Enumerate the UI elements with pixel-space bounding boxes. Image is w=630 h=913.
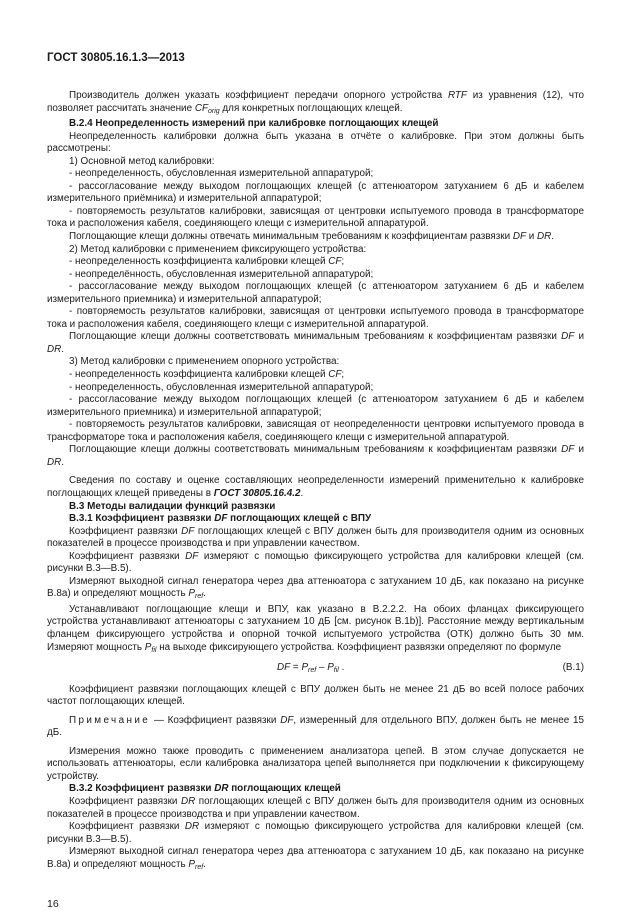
- emphasis-text: P: [188, 588, 195, 600]
- text-run: - неопределенность, обусловленная измерительной аппаратурой;: [69, 381, 374, 393]
- section-heading: [47, 783, 584, 796]
- text-run: - неопределённость, обусловленная измерительной аппаратурой;: [69, 268, 374, 280]
- text-run: Поглощающие клещи должны соответствовать минимальным требованиям к коэффициентам развязки: [69, 331, 562, 343]
- text-run: Измеряют выходной сигнал генератора через два аттенюатора с затуханием 10 дБ, как показано на рисунке B.8a) и определяют мощность: [47, 846, 584, 870]
- text-run: для конкретных поглощающих клещей.: [219, 102, 403, 114]
- text-run: поглощающих клещей с ВПУ должен быть для производителя одним из основных показателей в процессе производства и при управлении качеством.: [47, 525, 584, 550]
- text-run: B.2.4 Неопределенность измерений при калибровке поглощающих клещей: [69, 118, 439, 130]
- paragraph: [47, 281, 584, 306]
- emphasis-text: CF: [194, 102, 208, 114]
- text-run: и: [574, 444, 584, 456]
- paragraph: [47, 269, 584, 282]
- text-run: .: [61, 343, 65, 355]
- text-run: - рассогласование между выходом поглощающих клещей (с аттенюатором затуханием 6 дБ и кабелем измерительного приемника) и измерительной аппаратурой;: [47, 281, 584, 305]
- paragraph: [47, 746, 584, 784]
- paragraph: [47, 131, 584, 156]
- emphasis-text: DF: [214, 513, 228, 525]
- text-run: ;: [341, 369, 345, 381]
- text-run: ;: [341, 256, 345, 268]
- text-run: .: [551, 231, 555, 243]
- emphasis-text: CF: [328, 369, 342, 381]
- paragraph: [47, 256, 584, 269]
- text-run: - повторяемость результатов калибровки, зависящая от неопределенности центровки испытуемого провода в трансформаторе тока и расположения кабеля, соединяющего клещи с измерительной аппаратурой.: [47, 419, 584, 443]
- subscript: ref: [195, 593, 204, 601]
- paragraph: [47, 369, 584, 382]
- page-number: 16: [47, 898, 59, 910]
- text-run: Поглощающие клещи должны соответствовать минимальным требованиям к коэффициентам развязки: [69, 444, 562, 456]
- text-run: .: [300, 487, 304, 499]
- text-run: - рассогласование между выходом поглощающих клещей (с аттенюатором затуханием 6 дБ и кабелем измерительного приемника) и измерительной аппаратурой;: [47, 394, 584, 418]
- subscript: fil: [151, 646, 157, 654]
- paragraph: [47, 526, 584, 551]
- note-paragraph: [47, 715, 584, 740]
- text-run: Сведения по составу и оценке составляющих неопределенности измерений применительно к калибровке поглощающих клещей приведены в: [47, 475, 584, 499]
- text-run: Поглощающие клещи должны отвечать минимальным требованиям к коэффициентам развязки: [69, 231, 513, 243]
- text-run: на выходе фиксирующего устройства. Коэффициент развязки определяют по формуле: [156, 641, 562, 653]
- text-run: 1) Основной метод калибровки:: [69, 155, 215, 167]
- document-body: [47, 90, 584, 874]
- text-run: Неопределенность калибровки должна быть указана в отчёте о калибровке. При этом должны быть рассмотрены:: [47, 130, 584, 155]
- subscript: ref: [308, 667, 317, 675]
- paragraph: [47, 684, 584, 709]
- section-heading: [47, 501, 584, 514]
- paragraph: [47, 156, 584, 169]
- emphasis-text: DF: [561, 331, 575, 343]
- emphasis-text: DF: [185, 550, 199, 562]
- text-run: - рассогласование между выходом поглощающих клещей (с аттенюатором затуханием 6 дБ и кабелем измерительного приёмника) и измерительной аппаратурой;: [47, 180, 584, 205]
- text-run: — Коэффициент развязки: [150, 714, 281, 726]
- emphasis-text: DF: [280, 714, 294, 726]
- text-run: и: [526, 231, 538, 243]
- text-run: 2) Метод калибровки с применением фиксирующего устройства:: [69, 243, 367, 255]
- paragraph: [47, 356, 584, 369]
- paragraph: [47, 331, 584, 356]
- text-run: Устанавливают поглощающие клещи и ВПУ, как указано в B.2.2.2. На обоих фланцах фиксирующего устройства устанавливают аттенюаторы с затуханием 10 дБ [см. рисунок B.1b)]. Расстояние между вертикальным фланцем фиксирующего устройства и опорной точкой испытуемого устройства (ОТК) должно быть 30 мм. Измеряют мощность: [47, 603, 584, 653]
- formula-number: (B.1): [562, 662, 584, 674]
- paragraph: [47, 382, 584, 395]
- formula: [47, 662, 584, 678]
- paragraph: [47, 181, 584, 206]
- subscript: fil: [333, 667, 339, 675]
- paragraph: [47, 475, 584, 500]
- text-run: –: [316, 662, 328, 674]
- text-run: B.3.2 Коэффициент развязки: [69, 783, 215, 795]
- emphasis-text: P: [188, 858, 195, 870]
- text-run: Коэффициент развязки: [69, 525, 182, 537]
- text-run: B.3 Методы валидации функций развязки: [69, 500, 276, 512]
- text-run: .: [61, 456, 65, 468]
- text-run: Коэффициент развязки поглощающих клещей с ВПУ должен быть не менее 21 дБ во всей полосе рабочих частот поглощающих клещей.: [47, 683, 584, 708]
- emphasis-text: DF: [512, 231, 527, 243]
- text-run: поглощающих клещей с ВПУ: [227, 513, 372, 525]
- text-run: =: [290, 662, 302, 674]
- text-run: поглощающих клещей: [228, 783, 341, 795]
- subscript: orig: [207, 107, 220, 115]
- text-run: , измеренный для отдельного ВПУ, должен быть не менее 15 дБ.: [47, 714, 584, 739]
- paragraph: [47, 206, 584, 231]
- text-run: .: [203, 588, 206, 600]
- paragraph: [47, 444, 584, 469]
- text-run: поглощающих клещей с ВПУ должен быть для производителя одним из основных показателей в процессе производства и при управлении качеством.: [47, 795, 584, 820]
- text-run: Коэффициент развязки: [69, 550, 186, 562]
- paragraph: [47, 846, 584, 874]
- paragraph: [47, 796, 584, 821]
- emphasis-text: P: [327, 662, 334, 674]
- emphasis-text: DR: [537, 231, 552, 243]
- text-run: - повторяемость результатов калибровки, зависящая от центровки испытуемого провода в трансформаторе тока и расположения кабеля, соединяющего клещи с измерительной аппаратурой.: [47, 205, 584, 230]
- emphasis-text: P: [301, 662, 309, 674]
- text-run: B.3.1 Коэффициент развязки: [69, 513, 215, 525]
- document-header: ГОСТ 30805.16.1.3—2013: [47, 52, 185, 64]
- emphasis-text: DR: [47, 343, 62, 355]
- emphasis-text: DR: [214, 783, 229, 795]
- paragraph: [47, 604, 584, 657]
- text-run: Измерения можно также проводить с применением анализатора цепей. В этом случае допускается не использовать аттенюаторы, если калибровка анализатора цепей выполняется при подключении к фиксирующему устройству.: [47, 745, 584, 782]
- emphasis-text: ГОСТ 30805.16.4.2: [213, 487, 301, 499]
- paragraph: [47, 419, 584, 444]
- text-run: из уравнения (12), что позволяет рассчитать значение: [47, 90, 584, 114]
- paragraph: [47, 306, 584, 331]
- text-run: и: [574, 331, 584, 343]
- emphasis-text: DR: [47, 456, 62, 468]
- section-heading: [47, 513, 584, 526]
- text-run: Производитель должен указать коэффициент передачи опорного устройства: [69, 90, 448, 101]
- text-run: .: [338, 662, 345, 674]
- emphasis-text: DF: [277, 662, 291, 674]
- text-run: Коэффициент развязки: [69, 821, 185, 833]
- text-run: - неопределенность коэффициента калибровки клещей: [69, 369, 329, 381]
- paragraph: [47, 394, 584, 419]
- paragraph: [47, 90, 584, 118]
- text-run: 3) Метод калибровки с применением опорного устройства:: [69, 356, 340, 368]
- emphasis-text: DF: [181, 525, 195, 537]
- section-heading: [47, 118, 584, 131]
- paragraph: [47, 551, 584, 576]
- emphasis-text: DR: [184, 821, 200, 833]
- text-run: Измеряют выходной сигнал генератора через два аттенюатора с затуханием 10 дБ, как показано на рисунке B.8a) и определяют мощность: [47, 575, 584, 600]
- emphasis-text: Примечание: [69, 714, 151, 726]
- text-run: Коэффициент развязки: [69, 795, 181, 807]
- paragraph: [47, 168, 584, 181]
- emphasis-text: DF: [561, 444, 575, 456]
- paragraph: [47, 231, 584, 244]
- paragraph: [47, 821, 584, 846]
- subscript: ref: [195, 863, 204, 871]
- emphasis-text: CF: [328, 256, 342, 268]
- text-run: измеряют с помощью фиксирующего устройства для калибровки клещей (см. рисунки B.3—B.5).: [47, 550, 584, 575]
- paragraph: [47, 244, 584, 257]
- text-run: - повторяемость результатов калибровки, зависящая от центровки испытуемого провода в трансформаторе тока и расположения кабеля, соединяющего клещи с измерительной аппаратурой.: [47, 306, 584, 330]
- emphasis-text: P: [144, 641, 152, 653]
- text-run: - неопределенность, обусловленная измерительной аппаратурой;: [69, 168, 374, 180]
- text-run: измеряют с помощью фиксирующего устройства для калибровки клещей (см. рисунки B.3—B.5).: [47, 821, 584, 845]
- emphasis-text: RTF: [447, 90, 467, 101]
- text-run: .: [203, 858, 206, 870]
- emphasis-text: DR: [180, 795, 196, 807]
- text-run: - неопределенность коэффициента калибровки клещей: [69, 256, 329, 268]
- paragraph: [47, 576, 584, 604]
